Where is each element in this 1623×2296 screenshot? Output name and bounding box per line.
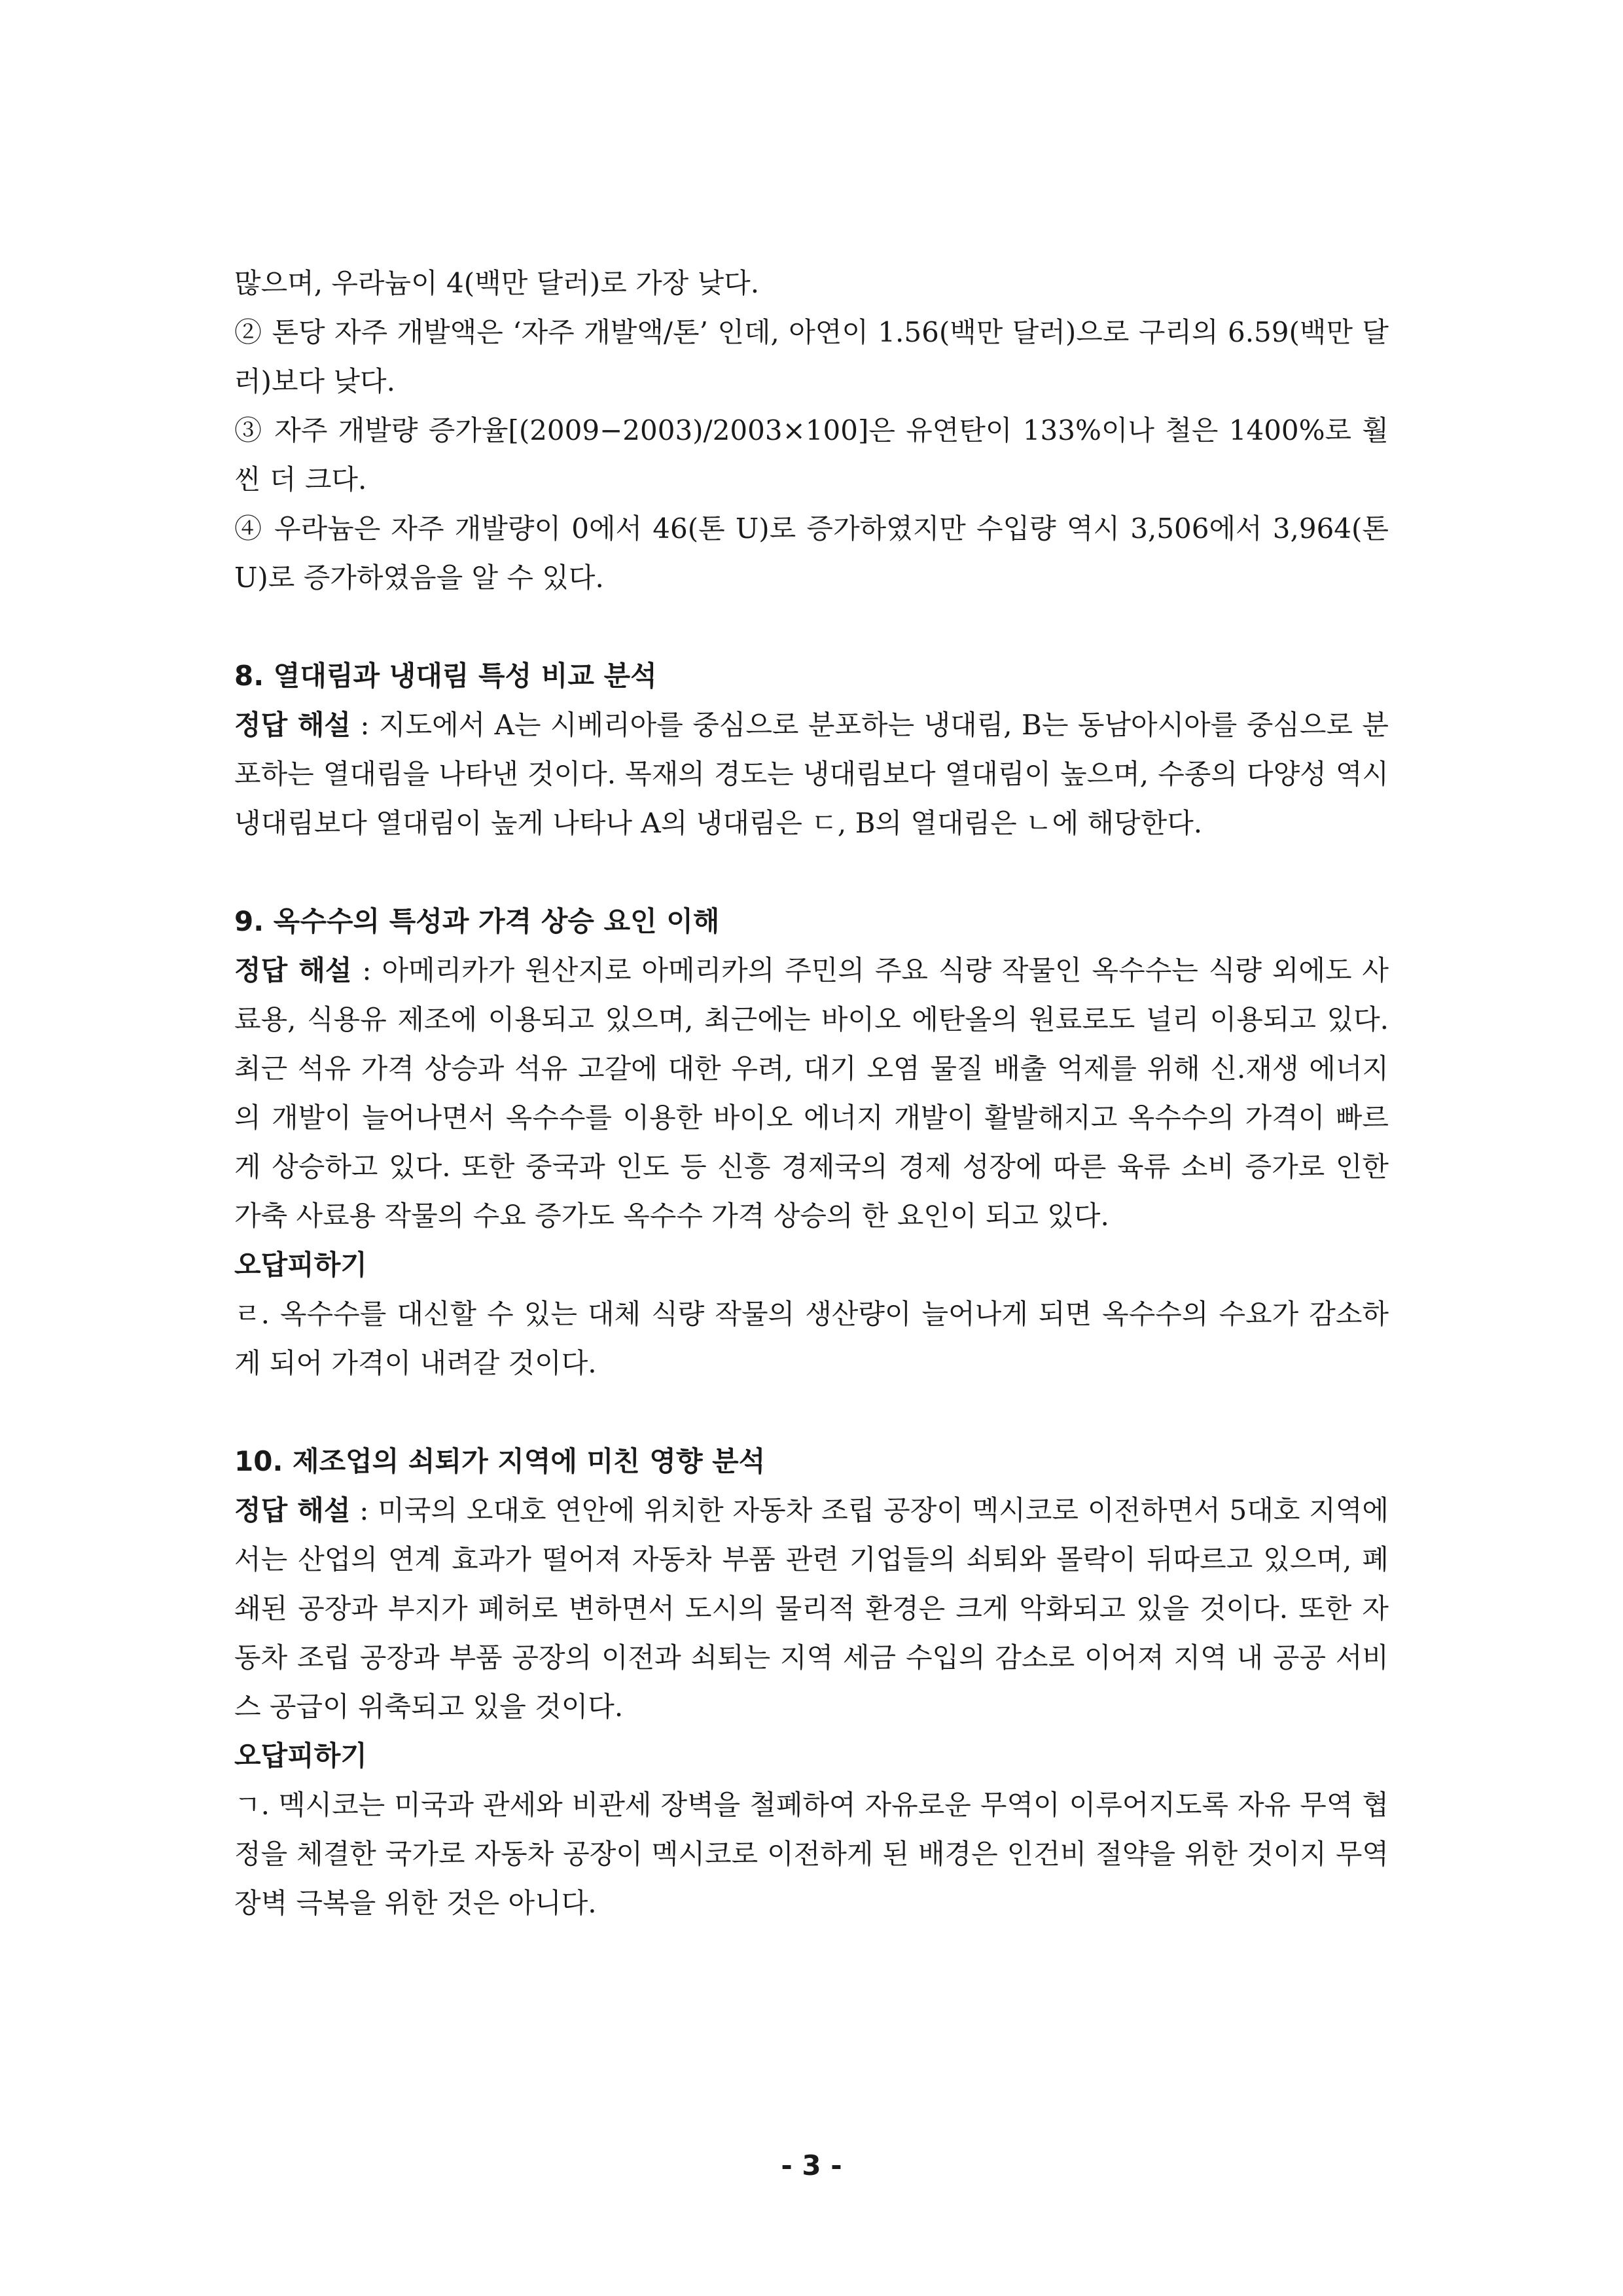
answer-explanation [234,700,1389,848]
answer-label: 정답 해설 [234,1494,351,1526]
section-9 [234,897,1389,1388]
wrong-answer-label: 오답피하기 [234,1740,367,1772]
page-content [234,259,1389,1928]
answer-text: : 미국의 오대호 연안에 위치한 자동차 조립 공장이 멕시코로 이전하면서 5대호 지역에서는 산업의 연계 효과가 떨어져 자동차 부품 관련 기업들의 쇠퇴와 몰락이 뒤따르고 있으며, 폐쇄된 공장과 부지가 폐허로 변하면서 도시의 물리적 환경은 크게 악화되고 있을 것이다. 또한 자동차 조립 공장과 부품 공장의 이전과 쇠퇴는 지역 세금 수입의 감소로 이어져 지역 내 공공 서비스 공급이 위축되고 있을 것이다. [234,1494,1389,1723]
section-heading: 9. 옥수수의 특성과 가격 상승 요인 이해 [234,905,720,937]
answer-label: 정답 해설 [234,709,351,741]
section-8 [234,651,1389,848]
page-number: - 3 - [781,2149,842,2181]
intro-paragraph-2: ② 톤당 자주 개발액은 ‘자주 개발액/톤’ 인데, 아연이 1.56(백만 달러)으로 구리의 6.59(백만 달러)보다 낮다. [234,316,1389,397]
wrong-answer-label: 오답피하기 [234,1249,367,1281]
section-heading: 8. 열대림과 냉대림 특성 비교 분석 [234,660,657,692]
answer-label: 정답 해설 [234,954,352,986]
intro-block [234,259,1389,602]
answer-explanation [234,1486,1389,1731]
answer-text: : 아메리카가 원산지로 아메리카의 주민의 주요 식량 작물인 옥수수는 식량 외에도 사료용, 식용유 제조에 이용되고 있으며, 최근에는 바이오 에탄올의 원료로도 널리 이용되고 있다. 최근 석유 가격 상승과 석유 고갈에 대한 우려, 대기 오염 물질 배출 억제를 위해 신.재생 에너지의 개발이 늘어나면서 옥수수를 이용한 바이오 에너지 개발이 활발해지고 옥수수의 가격이 빠르게 상승하고 있다. 또한 중국과 인도 등 신흥 경제국의 경제 성장에 따른 육류 소비 증가로 인한 가축 사료용 작물의 수요 증가도 옥수수 가격 상승의 한 요인이 되고 있다. [234,954,1389,1232]
answer-text: : 지도에서 A는 시베리아를 중심으로 분포하는 냉대림, B는 동남아시아를 중심으로 분포하는 열대림을 나타낸 것이다. 목재의 경도는 냉대림보다 열대림이 높으며, 수종의 다양성 역시 냉대림보다 열대림이 높게 나타나 A의 냉대림은 ㄷ, B의 열대림은 ㄴ에 해당한다. [234,709,1389,839]
wrong-answer-text: ㄹ. 옥수수를 대신할 수 있는 대체 식량 작물의 생산량이 늘어나게 되면 옥수수의 수요가 감소하게 되어 가격이 내려갈 것이다. [234,1298,1389,1379]
answer-explanation [234,946,1389,1240]
intro-paragraph-3: ③ 자주 개발량 증가율[(2009−2003)/2003×100]은 유연탄이 133%이나 철은 1400%로 훨씬 더 크다. [234,414,1389,495]
intro-paragraph-4: ④ 우라늄은 자주 개발량이 0에서 46(톤 U)로 증가하였지만 수입량 역시 3,506에서 3,964(톤 U)로 증가하였음을 알 수 있다. [234,512,1389,594]
wrong-answer-text: ㄱ. 멕시코는 미국과 관세와 비관세 장벽을 철폐하여 자유로운 무역이 이루어지도록 자유 무역 협정을 체결한 국가로 자동차 공장이 멕시코로 이전하게 된 배경은 인건비 절약을 위한 것이지 무역 장벽 극복을 위한 것은 아니다. [234,1789,1389,1919]
section-heading: 10. 제조업의 쇠퇴가 지역에 미친 영향 분석 [234,1445,766,1477]
intro-paragraph-1: 많으며, 우라늄이 4(백만 달러)로 가장 낮다. [234,267,760,299]
section-10 [234,1437,1389,1928]
